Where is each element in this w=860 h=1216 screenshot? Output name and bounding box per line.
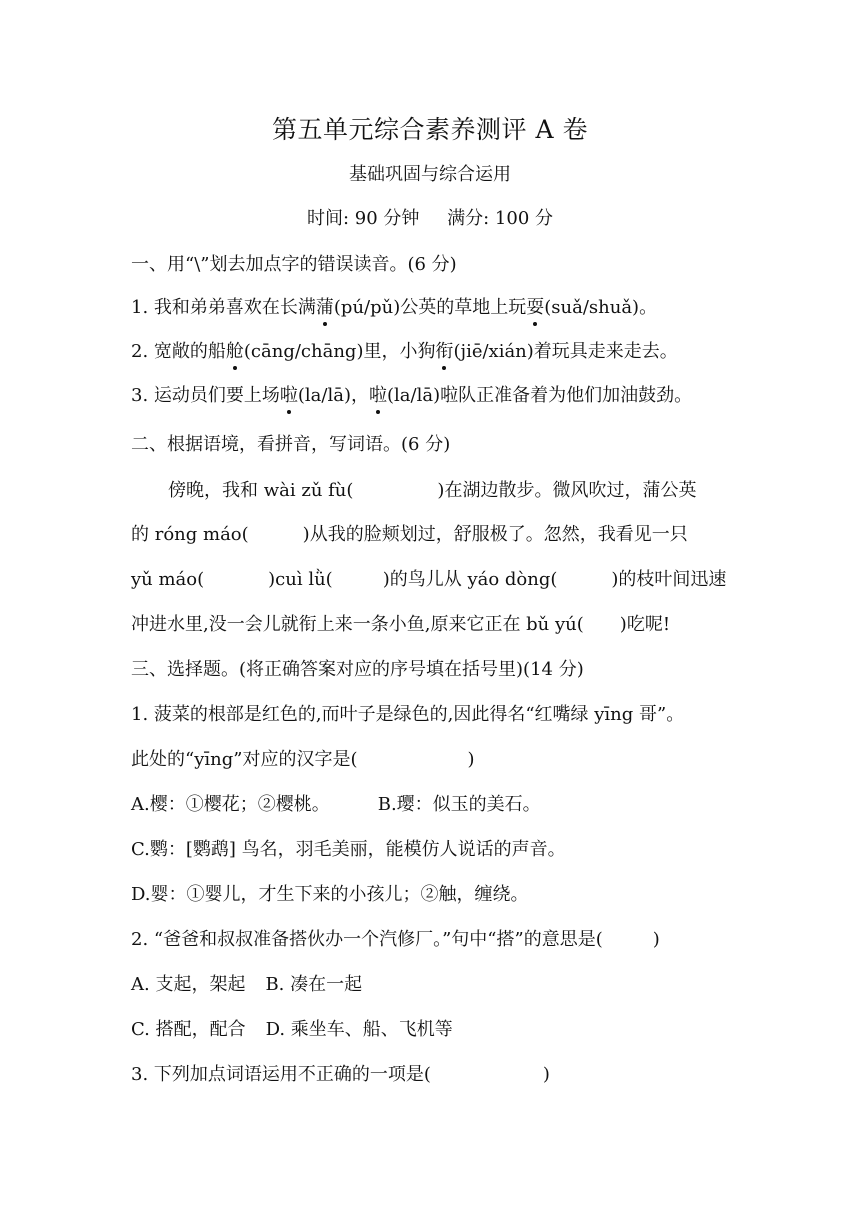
option-a: A.樱：①樱花；②樱桃。 — [131, 794, 330, 815]
option-c: C.鹦：[鹦鹉] 鸟名，羽毛美丽，能模仿人说话的声音。 — [131, 839, 566, 860]
section-3-question-1: 1. 菠菜的根部是红色的,而叶子是绿色的,因此得名“红嘴绿 yīng 哥”。 — [131, 704, 685, 725]
section-3-question-3: 3. 下列加点词语运用不正确的一项是( ) — [131, 1064, 550, 1085]
option-row-ab — [131, 790, 751, 816]
page-subtitle: 基础巩固与综合运用 — [349, 164, 511, 185]
passage-line-4: 冲进水里,没一会儿就衔上来一条小鱼,原来它正在 bǔ yú( )吃呢! — [131, 614, 671, 635]
section-1-question-3: 3. 运动员们要上场啦(la/lā)，啦(la/lā)啦队正准备着为他们加油鼓劲。 — [131, 381, 751, 407]
dotted-char: 衔 — [435, 337, 453, 363]
section-3-heading: 三、选择题。(将正确答案对应的序号填在括号里)(14 分) — [131, 659, 584, 680]
dotted-char: 啦 — [369, 381, 387, 407]
option-row-q2-ab — [131, 970, 751, 996]
section-1-question-1: 1. 我和弟弟喜欢在长满蒲(pú/pǔ)公英的草地上玩耍(suǎ/shuǎ)。 — [131, 293, 751, 319]
q2-option-a: A. 支起，架起 — [131, 974, 246, 995]
dotted-char: 啦 — [280, 381, 298, 407]
passage-line-1: 傍晚，我和 wài zǔ fù( )在湖边散步。微风吹过，蒲公英 — [168, 480, 697, 501]
section-3-question-1-prompt: 此处的“yīng”对应的汉字是( ) — [131, 749, 475, 770]
option-row-q2-cd — [131, 1015, 751, 1041]
section-2-heading: 二、根据语境，看拼音，写词语。(6 分) — [131, 434, 451, 455]
full-score: 满分: 100 分 — [447, 208, 554, 229]
section-1-heading: 一、用“\”划去加点字的错误读音。(6 分) — [131, 254, 457, 275]
option-d: D.婴：①婴儿，才生下来的小孩儿；②触，缠绕。 — [131, 884, 529, 905]
exam-info — [0, 204, 860, 230]
dotted-char: 耍 — [526, 293, 544, 319]
option-b: B.璎：似玉的美石。 — [377, 794, 541, 815]
dotted-char: 舱 — [226, 337, 244, 363]
time-limit: 时间: 90 分钟 — [306, 208, 420, 229]
page-title: 第五单元综合素养测评 A 卷 — [272, 115, 588, 144]
q2-option-c: C. 搭配，配合 — [131, 1019, 246, 1040]
q2-option-d: D. 乘坐车、船、飞机等 — [265, 1019, 453, 1040]
passage-line-2: 的 róng máo( )从我的脸颊划过，舒服极了。忽然，我看见一只 — [131, 524, 688, 545]
q2-option-b: B. 凑在一起 — [265, 974, 363, 995]
section-3-question-2: 2. “爸爸和叔叔准备搭伙办一个汽修厂。”句中“搭”的意思是( ) — [131, 929, 660, 950]
dotted-char: 蒲 — [316, 293, 334, 319]
passage-line-3: yǔ máo( )cuì lǜ( )的鸟儿从 yáo dòng( )的枝叶间迅速 — [131, 569, 727, 590]
section-1-question-2: 2. 宽敞的船舱(cāng/chāng)里，小狗衔(jiē/xián)着玩具走来走去。 — [131, 337, 751, 363]
